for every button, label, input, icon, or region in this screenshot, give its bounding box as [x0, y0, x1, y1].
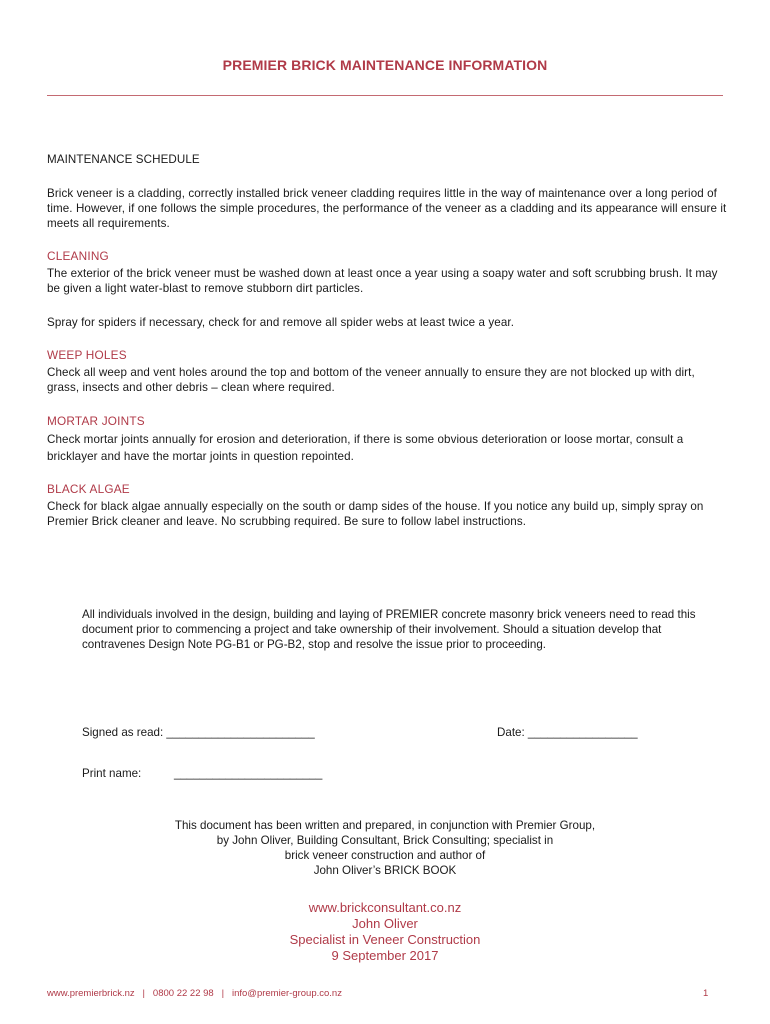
website-link[interactable]: www.brickconsultant.co.nz [308, 900, 462, 915]
title-divider [47, 95, 723, 96]
author-name: John Oliver [352, 916, 418, 931]
credits-line: John Oliver’s BRICK BOOK [313, 864, 457, 877]
author-role: Specialist in Veneer Construction [289, 932, 481, 947]
credits-line: This document has been written and prepared, in conjunction with Premier Group, [174, 819, 596, 832]
footer-contact: www.premierbrick.nz | 0800 22 22 98 | info@premier-group.co.nz [47, 988, 342, 999]
weep-holes-heading: WEEP HOLES [47, 348, 127, 362]
date-line: Date: _________________ [497, 726, 638, 739]
cleaning-text: The exterior of the brick veneer must be washed down at least once a year using a soapy water and soft scrubbing brush. It may be given a light water-blast to remove stubborn dirt particles. [47, 267, 718, 295]
credits-line: brick veneer construction and author of [284, 849, 486, 862]
weep-holes-text: Check all weep and vent holes around the top and bottom of the veneer annually to ensure they are not blocked up with dirt, grass, insects and other debris – clean where required. [47, 366, 695, 394]
print-name-label: Print name: [82, 767, 142, 780]
schedule-heading: MAINTENANCE SCHEDULE [47, 153, 200, 166]
document-date: 9 September 2017 [331, 948, 439, 963]
credits-block [0, 818, 770, 878]
contact-block [0, 900, 770, 964]
cleaning-heading: CLEANING [47, 249, 109, 263]
credits-line: by John Oliver, Building Consultant, Brick Consulting; specialist in [216, 834, 554, 847]
intro-paragraph: Brick veneer is a cladding, correctly installed brick veneer cladding requires little in the way of maintenance over a long period of time. However, if one follows the simple procedures, the performance of the veneer as a cladding and its appearance will ensure it meets all requirements. [47, 187, 727, 230]
declaration-paragraph: All individuals involved in the design, building and laying of PREMIER concrete masonry brick veneers need to read this document prior to commencing a project and take ownership of their involvement. Should a situation develop that contravenes Design Note PG-B1 or PG-B2, stop and resolve the issue prior to proceeding. [82, 608, 696, 651]
document-title: PREMIER BRICK MAINTENANCE INFORMATION [222, 57, 548, 73]
black-algae-heading: BLACK ALGAE [47, 482, 130, 496]
spider-text: Spray for spiders if necessary, check for and remove all spider webs at least twice a year. [47, 316, 515, 329]
mortar-joints-text: Check mortar joints annually for erosion and deterioration, if there is some obvious deterioration or loose mortar, consult a bricklayer and have the mortar joints in question repointed. [47, 433, 684, 463]
page-number: 1 [703, 988, 709, 999]
mortar-joints-heading: MORTAR JOINTS [47, 414, 145, 428]
print-name-line: _______________________ [174, 767, 323, 780]
signed-as-read-line: Signed as read: _______________________ [82, 726, 315, 739]
black-algae-text: Check for black algae annually especially on the south or damp sides of the house. If you notice any build up, simply spray on Premier Brick cleaner and leave. No scrubbing required. Be sure to follow label instructions. [47, 500, 704, 528]
